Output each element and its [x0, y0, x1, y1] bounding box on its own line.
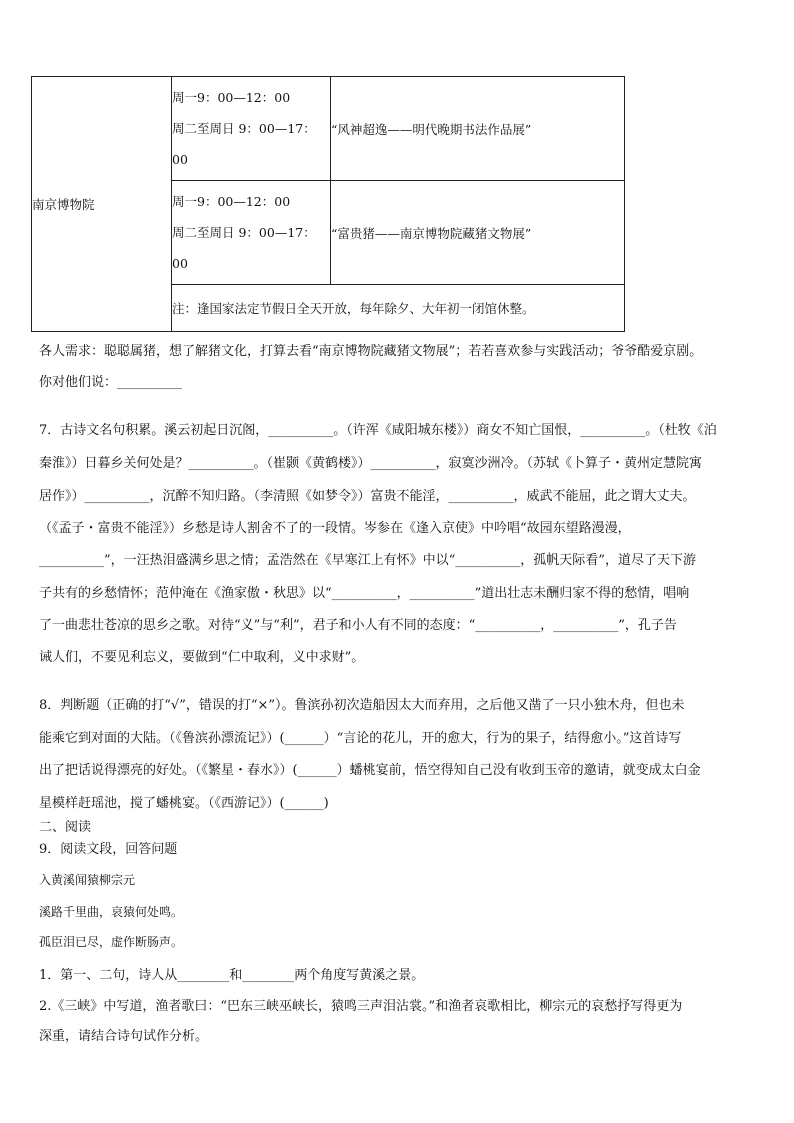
poem-line: 溪路千里曲，哀猿何处鸣。 [39, 905, 184, 919]
q8-line: 出了把话说得漂亮的好处。（《繁星・春水》）(______）蟠桃宴前，悟空得知自己没有收到玉帝的邀请，就变成太白金 [39, 763, 701, 778]
poem-title: 入黄溪闻猿柳宗元 [39, 873, 136, 887]
hours-cell [172, 181, 331, 285]
exhibition-table [31, 76, 625, 332]
hours-cell [172, 77, 331, 181]
answer-prompt: 你对他们说：__________ [39, 375, 183, 390]
q8-line: 8．判断题（正确的打“√”，错误的打“×”）。鲁滨孙初次造船因太大而弃用，之后他又凿了一只小独木舟，但也未 [39, 698, 685, 713]
q9-title: 9．阅读文段，回答问题 [39, 842, 178, 857]
q9-sub1: 1．第一、二句，诗人从________和________两个角度写黄溪之景。 [39, 968, 425, 983]
hours-line: 周二至周日 9：00—17： [172, 225, 316, 240]
q7-line: （《孟子・富贵不能淫》）乡愁是诗人割舍不了的一段情。岑参在《逢入京使》中吟唱“故园东望路漫漫， [39, 521, 631, 536]
q9-sub2-line: 2.《三峡》中写道，渔者歌曰：“巴东三峡巫峡长，猿鸣三声泪沾裳。”和渔者哀歌相比，柳宗元的哀愁抒写得更为 [39, 999, 683, 1014]
poem-line: 孤臣泪已尽，虚作断肠声。 [39, 935, 184, 949]
table-note: 注：逢国家法定节假日全天开放，每年除夕、大年初一闭馆休整。 [172, 285, 625, 332]
hours-line: 周二至周日 9：00—17： [172, 121, 316, 136]
section-heading: 二、阅读 [39, 820, 92, 835]
q8-line: 星模样赶瑶池，搅了蟠桃宴。（《西游记》）(______) [39, 796, 329, 811]
hours-line: 周一9：00—12：00 [172, 194, 291, 209]
venue-cell: 南京博物院 [32, 77, 172, 332]
hours-line: 00 [172, 152, 188, 167]
q7-line: 诫人们，不要见利忘义，要做到“仁中取利，义中求财”。 [39, 650, 365, 665]
needs-text: 各人需求：聪聪属猪，想了解猪文化，打算去看“南京博物院藏猪文物展”；若若喜欢参与实践活动；爷爷酷爱京剧。 [39, 344, 703, 359]
hours-line: 周一9：00—12：00 [172, 90, 291, 105]
q7-line: 子共有的乡愁情怀；范仲淹在《渔家傲・秋思》以“__________，__________”道出壮志未酬归家不得的愁情，唱响 [39, 586, 690, 601]
hours-line: 00 [172, 256, 188, 271]
q7-line: __________”，一汪热泪盛满乡思之情；孟浩然在《早寒江上有怀》中以“__________，孤帆天际看”，道尽了天下游 [39, 553, 696, 568]
q7-line: 7．古诗文名句积累。溪云初起日沉阁，__________。（许浑《咸阳城东楼》）商女不知亡国恨，__________。（杜牧《泊 [39, 423, 717, 438]
q7-line: 秦淮》）日暮乡关何处是？__________。（崔颢《黄鹤楼》）__________，寂寞沙洲冷。（苏轼《卜算子・黄州定慧院寓 [39, 456, 703, 471]
q8-line: 能乘它到对面的大陆。（《鲁滨孙漂流记》）(______）“言论的花儿，开的愈大，行为的果子，结得愈小。”这首诗写 [39, 731, 682, 746]
exhibit-cell: “风神超逸——明代晚期书法作品展” [331, 77, 625, 181]
q7-line: 了一曲悲壮苍凉的思乡之歌。对待“义”与“利”，君子和小人有不同的态度：“__________，__________”，孔子告 [39, 618, 677, 633]
q9-sub2-line: 深重，请结合诗句试作分析。 [39, 1029, 209, 1044]
q7-line: 居作》）__________，沉醉不知归路。（李清照《如梦令》）富贵不能淫，__________，威武不能屈，此之谓大丈夫。 [39, 489, 696, 504]
exhibit-cell: “富贵猪——南京博物院藏猪文物展” [331, 181, 625, 285]
